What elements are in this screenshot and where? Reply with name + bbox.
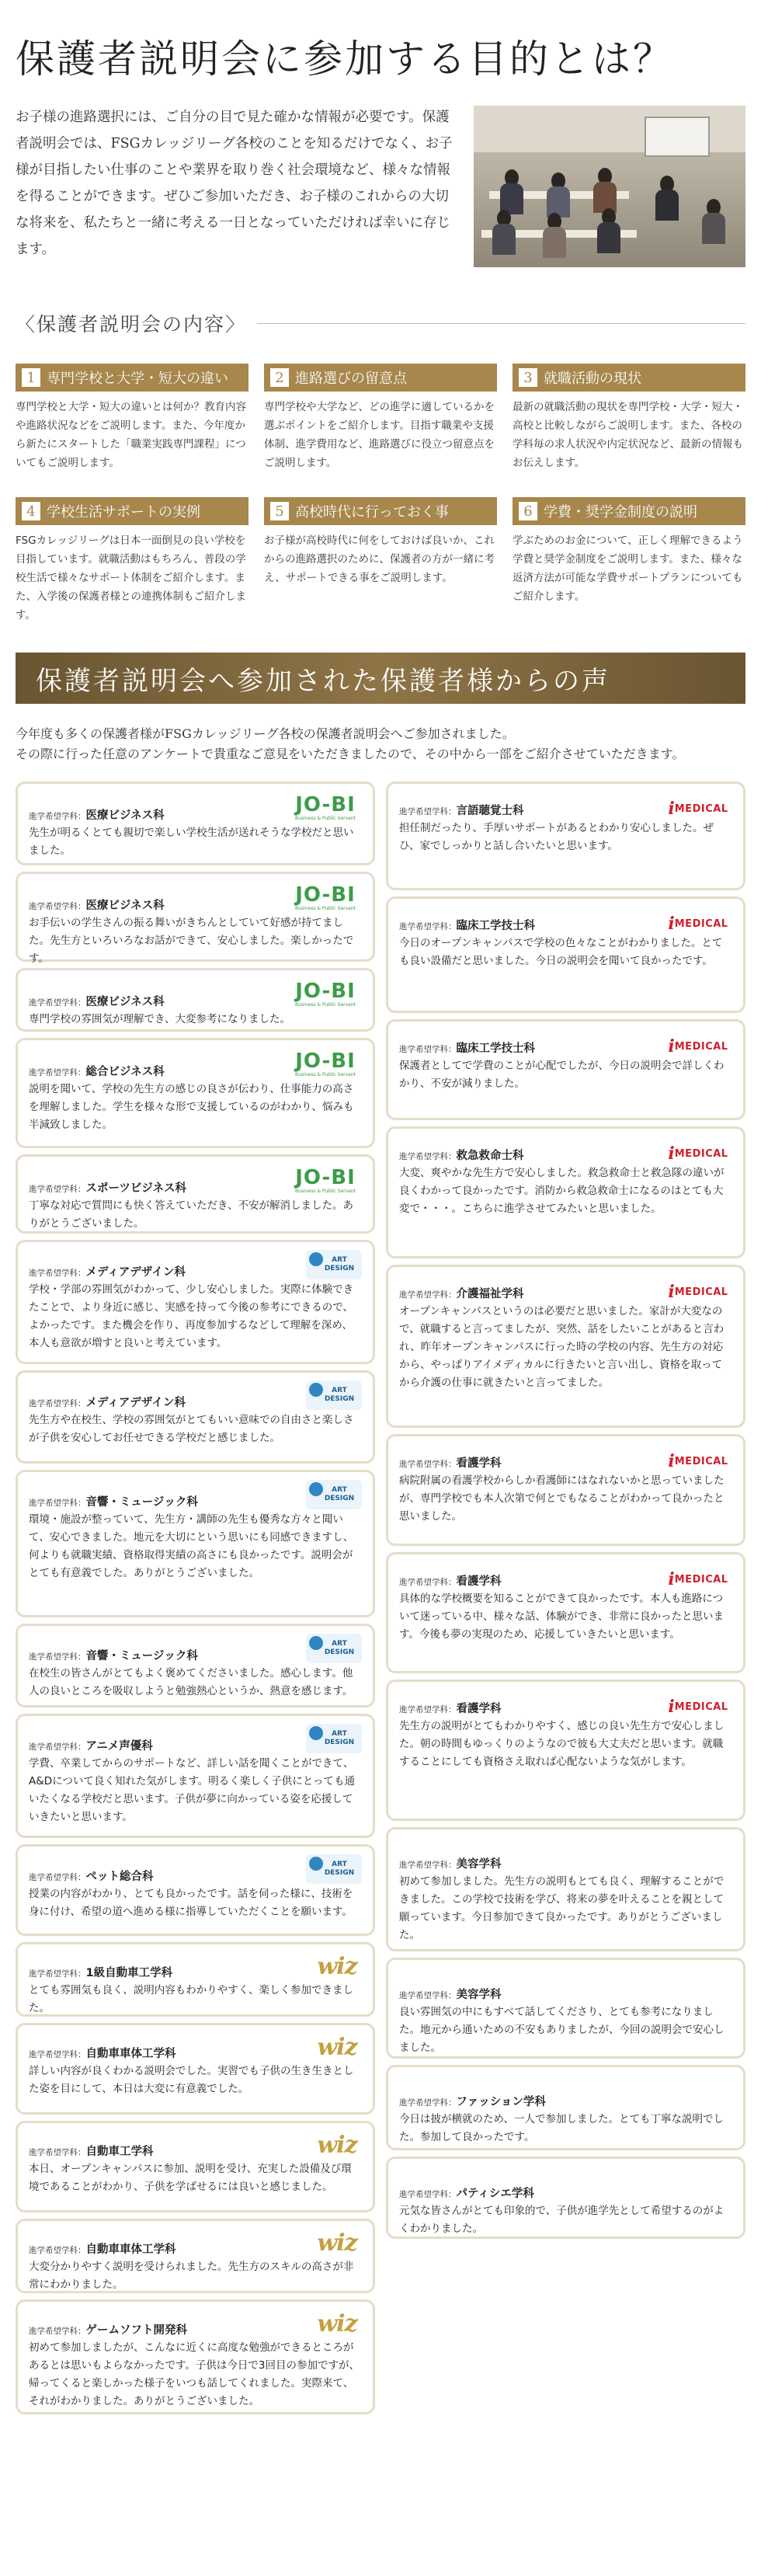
i-medical-logo-i: i xyxy=(668,1697,675,1717)
voice-card xyxy=(386,2157,745,2239)
voice-dept-name: メディアデザイン科 xyxy=(85,1397,186,1409)
content-item-title-text: 就職活動の現状 xyxy=(544,371,641,387)
wiz-logo-text: wiz xyxy=(317,2033,357,2061)
voice-dept xyxy=(29,1063,165,1079)
voice-dept-prefix: 進学希望学科： xyxy=(399,1861,457,1870)
voice-dept-prefix: 進学希望学科： xyxy=(399,1991,457,2000)
voice-dept-name: アニメ声優科 xyxy=(85,1740,153,1753)
voice-card xyxy=(16,782,375,865)
page-title: 保護者説明会に参加する目的とは？ xyxy=(16,37,674,82)
content-item-title-text: 学校生活サポートの実例 xyxy=(47,504,200,520)
art-logo-mark xyxy=(309,1636,323,1650)
voice-card xyxy=(16,1154,375,1234)
voice-card xyxy=(16,968,375,1032)
i-medical-logo-text: MEDICAL xyxy=(674,802,728,815)
i-medical-logo-text: MEDICAL xyxy=(674,1701,728,1713)
i-medical-logo-i: i xyxy=(668,799,675,819)
i-medical-logo xyxy=(664,799,732,818)
art-logo-text-2: DESIGN xyxy=(324,1739,355,1746)
voices-columns xyxy=(16,782,745,2421)
content-item-title xyxy=(513,497,745,525)
content-item-title xyxy=(264,364,497,392)
voice-card-head xyxy=(29,2131,362,2159)
jobi-logo-subtext: Business & Public Servant xyxy=(295,905,356,911)
jobi-logo xyxy=(289,1048,362,1079)
wiz-logo xyxy=(312,2310,362,2338)
voice-card xyxy=(16,1714,375,1838)
content-item-title xyxy=(513,364,745,392)
voice-card-head xyxy=(29,2310,362,2338)
voice-dept xyxy=(399,1285,524,1301)
voice-text: 本日、オープンキャンパスに参加、説明を受け、充実した設備及び環境であることがわかり、子供を学ばせるには良いと感じました。 xyxy=(29,2163,352,2193)
voice-dept xyxy=(399,1855,502,1871)
voice-card-head xyxy=(399,1029,732,1056)
voice-card xyxy=(16,872,375,965)
voice-dept-prefix: 進学希望学科： xyxy=(29,2327,86,2336)
voice-card xyxy=(386,1126,745,1258)
wiz-logo-text: wiz xyxy=(317,1952,357,1980)
voice-dept xyxy=(399,1147,524,1163)
content-item-number: 1 xyxy=(22,368,40,387)
voice-dept-name: 音響・ミュージック科 xyxy=(85,1496,198,1509)
voice-card-head xyxy=(399,1137,732,1163)
content-item-text: 専門学校と大学・短大の違いとは何か？教育内容や進路状況などをご説明します。また、今年度から新たにスタートした「職業実践専門課程」についてもご説明します。 xyxy=(16,401,246,469)
i-medical-logo-text: MEDICAL xyxy=(674,1286,728,1298)
art-logo-text-2: DESIGN xyxy=(324,1495,355,1502)
voice-dept-prefix: 進学希望学科： xyxy=(29,1269,86,1278)
voice-dept-name: 総合ビジネス科 xyxy=(85,1066,165,1078)
voice-dept-prefix: 進学希望学科： xyxy=(29,1969,86,1979)
wiz-logo-text: wiz xyxy=(317,2131,357,2159)
voice-card-head xyxy=(29,2033,362,2061)
voice-dept-name: 介護福祉学科 xyxy=(456,1288,524,1300)
voice-dept xyxy=(29,806,165,823)
content-grid xyxy=(16,364,745,625)
voice-dept-prefix: 進学希望学科： xyxy=(29,1399,86,1408)
voice-dept-name: 看護学科 xyxy=(456,1457,502,1470)
voice-dept xyxy=(399,1700,502,1716)
content-item-number: 2 xyxy=(270,368,289,387)
jobi-logo-subtext: Business & Public Servant xyxy=(295,1188,356,1194)
voice-dept xyxy=(399,917,535,933)
voice-text: 丁寧な対応で質問にも快く答えていただき、不安が解消しました。ありがとうございました。 xyxy=(29,1199,353,1230)
voices-intro xyxy=(16,724,745,764)
i-medical-logo xyxy=(664,1570,732,1589)
voice-card xyxy=(16,1624,375,1707)
jobi-logo-subtext: Business & Public Servant xyxy=(295,815,356,821)
i-medical-logo-i: i xyxy=(668,914,675,934)
content-item-number: 4 xyxy=(22,502,40,520)
i-medical-logo xyxy=(664,914,732,933)
voice-dept-name: 医療ビジネス科 xyxy=(85,900,165,912)
voice-dept-name: 臨床工学技士科 xyxy=(456,920,535,932)
voice-dept xyxy=(29,2143,154,2159)
i-medical-logo xyxy=(664,1283,732,1301)
voice-dept-name: 音響・ミュージック科 xyxy=(85,1650,198,1662)
voice-dept-name: 美容学科 xyxy=(456,1989,502,2001)
wiz-logo xyxy=(312,2033,362,2061)
voice-dept-prefix: 進学希望学科： xyxy=(29,902,86,911)
voices-intro-line-1: 今年度も多くの保護者様がFSGカレッジリーグ各校の保護者説明会へご参加されました。 xyxy=(16,726,515,741)
voice-dept-name: 美容学科 xyxy=(456,1858,502,1871)
wiz-logo xyxy=(312,2131,362,2159)
jobi-logo-text: JO-BI xyxy=(295,1165,356,1189)
i-medical-logo-text: MEDICAL xyxy=(674,917,728,930)
voice-card-head xyxy=(399,1562,732,1589)
voice-card xyxy=(16,1844,375,1936)
i-medical-logo xyxy=(664,1037,732,1056)
voice-card xyxy=(16,2299,375,2414)
voice-card xyxy=(16,1942,375,2017)
voice-card-head xyxy=(399,2075,732,2109)
content-item-number: 5 xyxy=(270,502,289,520)
jobi-logo-text: JO-BI xyxy=(295,1049,356,1073)
voice-dept-name: 医療ビジネス科 xyxy=(85,996,165,1008)
art-logo-text: ART xyxy=(332,1387,347,1394)
content-item-text: お子様が高校時代に何をしておけば良いか、これからの進路選択のために、保護者の方が一緒に考え、サポートできる事をご説明します。 xyxy=(264,534,495,584)
voice-text: 病院附属の看護学校からしか看護師にはなれないかと思っていましたが、専門学校でも本人次第で何とでもなることがわかって良かったと思いました。 xyxy=(399,1474,725,1523)
voice-dept xyxy=(399,2093,546,2109)
i-medical-logo-text: MEDICAL xyxy=(674,1573,728,1586)
intro-section xyxy=(16,104,745,267)
i-medical-logo-text: MEDICAL xyxy=(674,1455,728,1467)
art-logo-mark xyxy=(309,1726,323,1740)
voice-card xyxy=(16,1370,375,1464)
content-item xyxy=(16,497,248,625)
voice-card-head xyxy=(399,1275,732,1301)
voice-dept-prefix: 進学希望学科： xyxy=(29,2246,86,2255)
voice-dept-name: 自動車車体工学科 xyxy=(85,2244,176,2256)
be-logo xyxy=(701,1968,732,2002)
voice-text: 授業の内容がわかり、とても良かったです。話を伺った様に、技術を身に付け、希望の道へ進める様に指導していただくことを願います。 xyxy=(29,1888,353,1918)
voice-card xyxy=(16,2121,375,2212)
voice-card xyxy=(386,1827,745,1951)
voice-dept xyxy=(29,1394,186,1410)
voice-card-head xyxy=(29,1480,362,1509)
wiz-logo-text: wiz xyxy=(317,2310,357,2338)
voice-dept xyxy=(29,1647,198,1663)
be-logo xyxy=(701,2167,732,2201)
content-item xyxy=(513,497,745,625)
voices-banner xyxy=(16,653,745,704)
jobi-logo xyxy=(289,882,362,913)
voice-dept xyxy=(399,2184,534,2201)
voice-dept-name: 救急救命士科 xyxy=(456,1150,524,1162)
voice-card xyxy=(386,782,745,890)
i-medical-logo xyxy=(664,1144,732,1163)
voice-dept-name: スポーツビジネス科 xyxy=(85,1182,186,1195)
voice-text: 専門学校の雰囲気が理解でき、大変参考になりました。 xyxy=(29,1013,290,1025)
voice-dept-prefix: 進学希望学科： xyxy=(399,2190,457,2199)
page xyxy=(16,0,745,2421)
voice-dept-prefix: 進学希望学科： xyxy=(29,1873,86,1882)
voice-card xyxy=(386,2065,745,2150)
content-item-title xyxy=(264,497,497,525)
voice-dept xyxy=(29,1493,198,1509)
voice-dept xyxy=(29,1868,154,1884)
voice-dept xyxy=(399,1454,502,1471)
art-logo-text: ART xyxy=(332,1861,347,1868)
voice-text: 初めて参加しました。先生方の説明もとても良く、理解することができました。この学校で技術を学び、将来の夢を叶えることを親として願っています。今日参加できて良かったです。ありがとうございました。 xyxy=(399,1875,725,1941)
voice-text: 先生が明るくとても親切で楽しい学校生活が送れそうな学校だと思いました。 xyxy=(29,827,354,857)
content-item-number: 6 xyxy=(519,502,537,520)
voice-card-head xyxy=(399,1837,732,1871)
voice-dept-name: 1級自動車工学科 xyxy=(85,1967,173,1979)
voice-dept-prefix: 進学希望学科： xyxy=(399,1290,457,1300)
voice-text: 初めて参加しましたが、こんなに近くに高度な勉強ができるところがあるとは思いもよらなかったです。子供は今日で3回目の参加ですが、帰ってくると楽しかった様子をいつも話してくれました。実際来て、それがわかりました。ありがとうございました。 xyxy=(29,2341,360,2407)
voice-text: オープンキャンパスというのは必要だと思いました。家計が大変なので、就職すると言ってましたが、突然、話をしたいことがあると言われ、昨年オープンキャンパスに行った時の学校の内容、先生方の対応から、やっぱりアイメディカルに行きたいと言い出し、資格を取ってから介護の仕事に就きたいと言ってました。 xyxy=(399,1305,725,1389)
voice-dept-prefix: 進学希望学科： xyxy=(29,1499,86,1508)
art-logo-mark xyxy=(309,1383,323,1397)
voice-dept-name: 医療ビジネス科 xyxy=(85,809,165,822)
voice-card xyxy=(386,1680,745,1821)
voice-dept-prefix: 進学希望学科： xyxy=(399,1705,457,1714)
art-logo-mark xyxy=(309,1252,323,1266)
voice-dept-prefix: 進学希望学科： xyxy=(29,998,86,1008)
voice-text: 大変分かりやすく説明を受けられました。先生方のスキルの高さが非常にわかりました。 xyxy=(29,2261,354,2291)
voice-card xyxy=(16,1038,375,1148)
voice-dept-prefix: 進学希望学科： xyxy=(399,1152,457,1161)
voice-text: 詳しい内容が良くわかる説明会でした。実習でも子供の生き生きとした姿を目にして、本日は大変に有意義でした。 xyxy=(29,2065,354,2095)
voice-dept-name: 臨床工学技士科 xyxy=(456,1043,535,1055)
jobi-logo xyxy=(289,792,362,823)
i-medical-logo-text: MEDICAL xyxy=(674,1040,728,1053)
voice-dept xyxy=(399,802,524,818)
voice-dept xyxy=(399,1986,502,2002)
voice-dept-prefix: 進学希望学科： xyxy=(29,1185,86,1194)
content-item-title-text: 学費・奨学金制度の説明 xyxy=(544,504,697,520)
voice-card xyxy=(16,1470,375,1617)
i-medical-logo-i: i xyxy=(668,1282,675,1302)
content-heading: 〈保護者説明会の内容〉 xyxy=(16,313,247,336)
content-item-title-text: 高校時代に行っておく事 xyxy=(295,504,449,520)
art-logo-text: ART xyxy=(332,1486,347,1494)
art-logo-mark xyxy=(309,1857,323,1871)
voice-dept-name: ペット総合科 xyxy=(85,1871,154,1883)
art-design-logo xyxy=(306,1250,362,1279)
voice-dept-name: メディアデザイン科 xyxy=(85,1266,186,1279)
voice-dept-prefix: 進学希望学科： xyxy=(29,2148,86,2157)
voice-dept xyxy=(29,2045,176,2061)
voice-text: 元気な皆さんがとても印象的で、子供が進学先として希望するのがよくわかりました。 xyxy=(399,2205,725,2235)
content-heading-row xyxy=(16,309,745,337)
content-item-text: 専門学校や大学など、どの進学に適しているかを選ぶポイントをご紹介します。目指す職業や支援体制、進学費用など、進路選びに役立つ留意点をご説明します。 xyxy=(264,401,495,469)
voice-dept-name: 自動車車体工学科 xyxy=(85,2048,176,2060)
art-logo-text-2: DESIGN xyxy=(324,1648,355,1656)
voice-text: 学費、卒業してからのサポートなど、詳しい話を聞くことができて、A&Dについて良く知れた気がします。明るく楽しく子供にとっても通いたくなる学校だと思います。子供が夢に向かっている姿を応援していきたいと思います。 xyxy=(29,1757,356,1823)
content-item-number: 3 xyxy=(519,368,537,387)
voice-card-head xyxy=(29,1952,362,1980)
heading-divider xyxy=(257,323,745,324)
voice-card xyxy=(386,1265,745,1428)
voice-card-head xyxy=(29,978,362,1009)
voice-dept xyxy=(29,2321,187,2338)
voice-dept xyxy=(29,1964,172,1980)
voice-dept-prefix: 進学希望学科： xyxy=(29,2050,86,2059)
voice-card-head xyxy=(29,882,362,913)
voice-dept xyxy=(29,1263,186,1279)
art-logo-text: ART xyxy=(332,1640,347,1648)
voice-card xyxy=(386,1434,745,1546)
voice-card-head xyxy=(399,907,732,933)
art-logo-mark xyxy=(309,1482,323,1496)
art-logo-text: ART xyxy=(332,1730,347,1738)
voice-dept-prefix: 進学希望学科： xyxy=(399,1460,457,1469)
content-item-text: FSGカレッジリーグは日本一面倒見の良い学校を目指しています。就職活動はもちろん、普段の学校生活で様々なサポート体制をご紹介します。また、入学後の保護者様との連携体制もご紹介します。 xyxy=(16,534,246,621)
i-medical-logo-i: i xyxy=(668,1451,675,1471)
content-item-title-text: 専門学校と大学・短大の違い xyxy=(47,371,228,387)
art-logo-text-2: DESIGN xyxy=(324,1265,355,1272)
voice-dept-prefix: 進学希望学科： xyxy=(29,812,86,821)
voice-text: お手伝いの学生さんの振る舞いがきちんとしていて好感が持てました。先生方といろいろなお話ができて、安心しました。楽しかったです。 xyxy=(29,917,354,965)
voice-text: 先生方の説明がとてもわかりやすく、感じの良い先生方で安心しました。朝の時間もゆっくりのようなので彼も大丈夫だと思います。就職することにしても資格さえ取れば心配ないような気がします。 xyxy=(399,1720,725,1768)
voice-dept-prefix: 進学希望学科： xyxy=(399,807,457,816)
voice-card-head xyxy=(29,1164,362,1196)
voice-card-head xyxy=(29,1048,362,1079)
voices-heading: 保護者説明会へ参加された保護者様からの声 xyxy=(36,665,610,697)
voice-text: 在校生の皆さんがとてもよく褒めてくださいました。感心します。他人の良いところを吸収しようと勉強熱心というか、熱意を感じます。 xyxy=(29,1667,353,1697)
be-logo xyxy=(701,2075,732,2109)
voice-card-head xyxy=(399,2167,732,2201)
content-item xyxy=(16,364,248,472)
art-design-logo xyxy=(306,1480,362,1509)
i-medical-logo-text: MEDICAL xyxy=(674,1147,728,1160)
voice-dept-name: パティシエ学科 xyxy=(456,2188,534,2200)
voice-text: 学校・学部の雰囲気がわかって、少し安心しました。実際に体験できたことで、より身近に感じ、実感を持って今後の参考にできるので、よかったです。また機会を作り、再度参加するなどして理解を深め、本人も意欲が増すと良いと考えています。 xyxy=(29,1283,354,1349)
voice-dept-name: ゲームソフト開発科 xyxy=(85,2324,187,2337)
voice-card xyxy=(386,1552,745,1673)
voice-dept xyxy=(29,1737,153,1753)
i-medical-logo-i: i xyxy=(668,1569,675,1589)
voice-dept-name: 自動車工学科 xyxy=(85,2146,154,2158)
voice-dept-prefix: 進学希望学科： xyxy=(29,1652,86,1662)
jobi-logo-text: JO-BI xyxy=(295,979,356,1003)
voice-dept xyxy=(29,2240,176,2257)
jobi-logo-text: JO-BI xyxy=(295,792,356,816)
voice-card xyxy=(16,2219,375,2293)
wiz-logo xyxy=(312,1952,362,1980)
voice-text: 保護者としてで学費のことが心配でしたが、今日の説明会で詳しくわかり、不安が減りました。 xyxy=(399,1060,725,1090)
content-item-title-text: 進路選びの留意点 xyxy=(295,371,407,387)
voices-left-column xyxy=(16,782,375,2421)
voice-text: 今日のオープンキャンパスで学校の色々なことがわかりました。とても良い設備だと思いました。今日の説明会を聞いて良かったです。 xyxy=(399,937,723,967)
voice-card-head xyxy=(399,1690,732,1716)
voice-text: 先生方や在校生、学校の雰囲気がとてもいい意味での自由さと楽しさが子供を安心してお任せできる学校だと感じました。 xyxy=(29,1414,354,1444)
art-design-logo xyxy=(306,1634,362,1663)
voice-card xyxy=(386,1958,745,2059)
voice-dept-prefix: 進学希望学科： xyxy=(399,1045,457,1054)
voice-dept-prefix: 進学希望学科： xyxy=(29,1068,86,1077)
art-logo-text: ART xyxy=(332,1256,347,1264)
voice-text: 今日は披が横就のため、一人で参加しました。とても丁寧な説明でした。参加して良かったです。 xyxy=(399,2113,724,2143)
voice-dept-name: 看護学科 xyxy=(456,1575,502,1588)
voice-text: 説明を聞いて、学校の先生方の感じの良さが伝わり、仕事能力の高さを理解しました。学生を様々な形で支援しているのがわかり、悩みも半減致しました。 xyxy=(29,1083,354,1131)
i-medical-logo xyxy=(664,1452,732,1471)
voice-card-head xyxy=(29,1854,362,1884)
content-item xyxy=(513,364,745,472)
voice-card-head xyxy=(399,1444,732,1471)
voice-dept xyxy=(29,993,165,1009)
voice-dept xyxy=(29,1179,186,1196)
voice-dept-prefix: 進学希望学科： xyxy=(399,2098,457,2108)
voice-dept-name: 看護学科 xyxy=(456,1703,502,1715)
be-logo xyxy=(701,1837,732,1871)
voice-dept xyxy=(29,896,165,913)
i-medical-logo xyxy=(664,1697,732,1716)
voice-text: 環境・施設が整っていて、先生方・講師の先生も優秀な方々と聞いて、安心できました。地元を大切にという思いにも同感できますし、何よりも就職実績、資格取得実績の高さにも良かったです。説明会がとても有意義でした。ありがとうございました。 xyxy=(29,1513,354,1579)
content-item xyxy=(264,364,497,472)
voice-card-head xyxy=(399,1968,732,2002)
voice-text: 大変、爽やかな先生方で安心しました。救急救命士と救急隊の違いが良くわかって良かったです。消防から救急救命士になるのはとても大変で・・・。こちらに進学させてみたいと思いました。 xyxy=(399,1167,725,1215)
voice-dept-prefix: 進学希望学科： xyxy=(399,922,457,931)
jobi-logo-subtext: Business & Public Servant xyxy=(295,1001,356,1008)
voice-card xyxy=(16,1240,375,1364)
art-logo-text-2: DESIGN xyxy=(324,1395,355,1403)
i-medical-logo-i: i xyxy=(668,1144,675,1164)
jobi-logo-text: JO-BI xyxy=(295,882,356,907)
voice-dept-prefix: 進学希望学科： xyxy=(29,1742,86,1752)
voice-card-head xyxy=(29,1724,362,1753)
voice-dept xyxy=(399,1039,535,1056)
content-item-text: 学ぶためのお金について、正しく理解できるよう学費と奨学金制度をご説明します。また、様々な返済方法が可能な学費サポートプランについてもご紹介します。 xyxy=(513,534,743,603)
art-logo-text-2: DESIGN xyxy=(324,1869,355,1877)
jobi-logo xyxy=(289,978,362,1009)
jobi-logo xyxy=(289,1164,362,1196)
voice-text: とても雰囲気も良く、説明内容もわかりやすく、楽しく参加できました。 xyxy=(29,1984,353,2014)
wiz-logo xyxy=(312,2229,362,2257)
content-item-title xyxy=(16,364,248,392)
voice-dept-name: ファッション学科 xyxy=(456,2096,546,2108)
art-design-logo xyxy=(306,1724,362,1753)
voice-card-head xyxy=(29,1250,362,1279)
voice-card xyxy=(16,2023,375,2115)
seminar-photo xyxy=(474,106,745,267)
voice-card-head xyxy=(29,792,362,823)
jobi-logo-subtext: Business & Public Servant xyxy=(295,1071,356,1077)
content-item xyxy=(264,497,497,625)
art-design-logo xyxy=(306,1854,362,1884)
voice-dept-prefix: 進学希望学科： xyxy=(399,1578,457,1587)
voice-card xyxy=(386,896,745,1013)
voice-card-head xyxy=(29,2229,362,2257)
i-medical-logo-i: i xyxy=(668,1036,675,1057)
intro-text: お子様の進路選択には、ご自分の目で見た確かな情報が必要です。保護者説明会では、FSGカレッジリーグ各校のことを知るだけでなく、お子様が目指したい仕事のことや業界を取り巻く社会環境など、様々な情報を得ることができます。ぜひご参加いただき、お子様のこれからの大切な将来を、私たちと一緒に考える一日となっていただければ幸いに存じます。 xyxy=(16,110,453,257)
content-item-title xyxy=(16,497,248,525)
voice-card-head xyxy=(29,1634,362,1663)
voice-card xyxy=(386,1019,745,1120)
voice-text: 良い雰囲気の中にもすべて話してくださり、とても参考になりました。地元から通いための不安もありましたが、今回の説明会で安心しました。 xyxy=(399,2006,725,2054)
voices-right-column xyxy=(386,782,745,2421)
art-design-logo xyxy=(306,1380,362,1410)
voice-text: 担任制だったり、手厚いサポートがあるとわかり安心しました。ぜひ、家でしっかりと話し合いたいと思います。 xyxy=(399,822,714,852)
content-item-text: 最新の就職活動の現状を専門学校・大学・短大・高校と比較しながらご説明します。また、各校の学科毎の求人状況や内定状況など、最新の情報もお伝えします。 xyxy=(513,401,743,469)
wiz-logo-text: wiz xyxy=(317,2229,357,2257)
voice-card-head xyxy=(29,1380,362,1410)
voice-card-head xyxy=(399,792,732,818)
voices-intro-line-2: その際に行った任意のアンケートで貴重なご意見をいただきましたので、その中から一部をご紹介させていただきます。 xyxy=(16,747,685,761)
voice-dept-name: 言語聴覚士科 xyxy=(456,805,524,817)
voice-text: 具体的な学校概要を知ることができて良かったです。本人も進路について迷っている中、様々な話、体験ができ、非常に良かったと思います。今後も夢の実現のため、応援していきたいと思います。 xyxy=(399,1593,724,1641)
voice-dept xyxy=(399,1572,502,1589)
